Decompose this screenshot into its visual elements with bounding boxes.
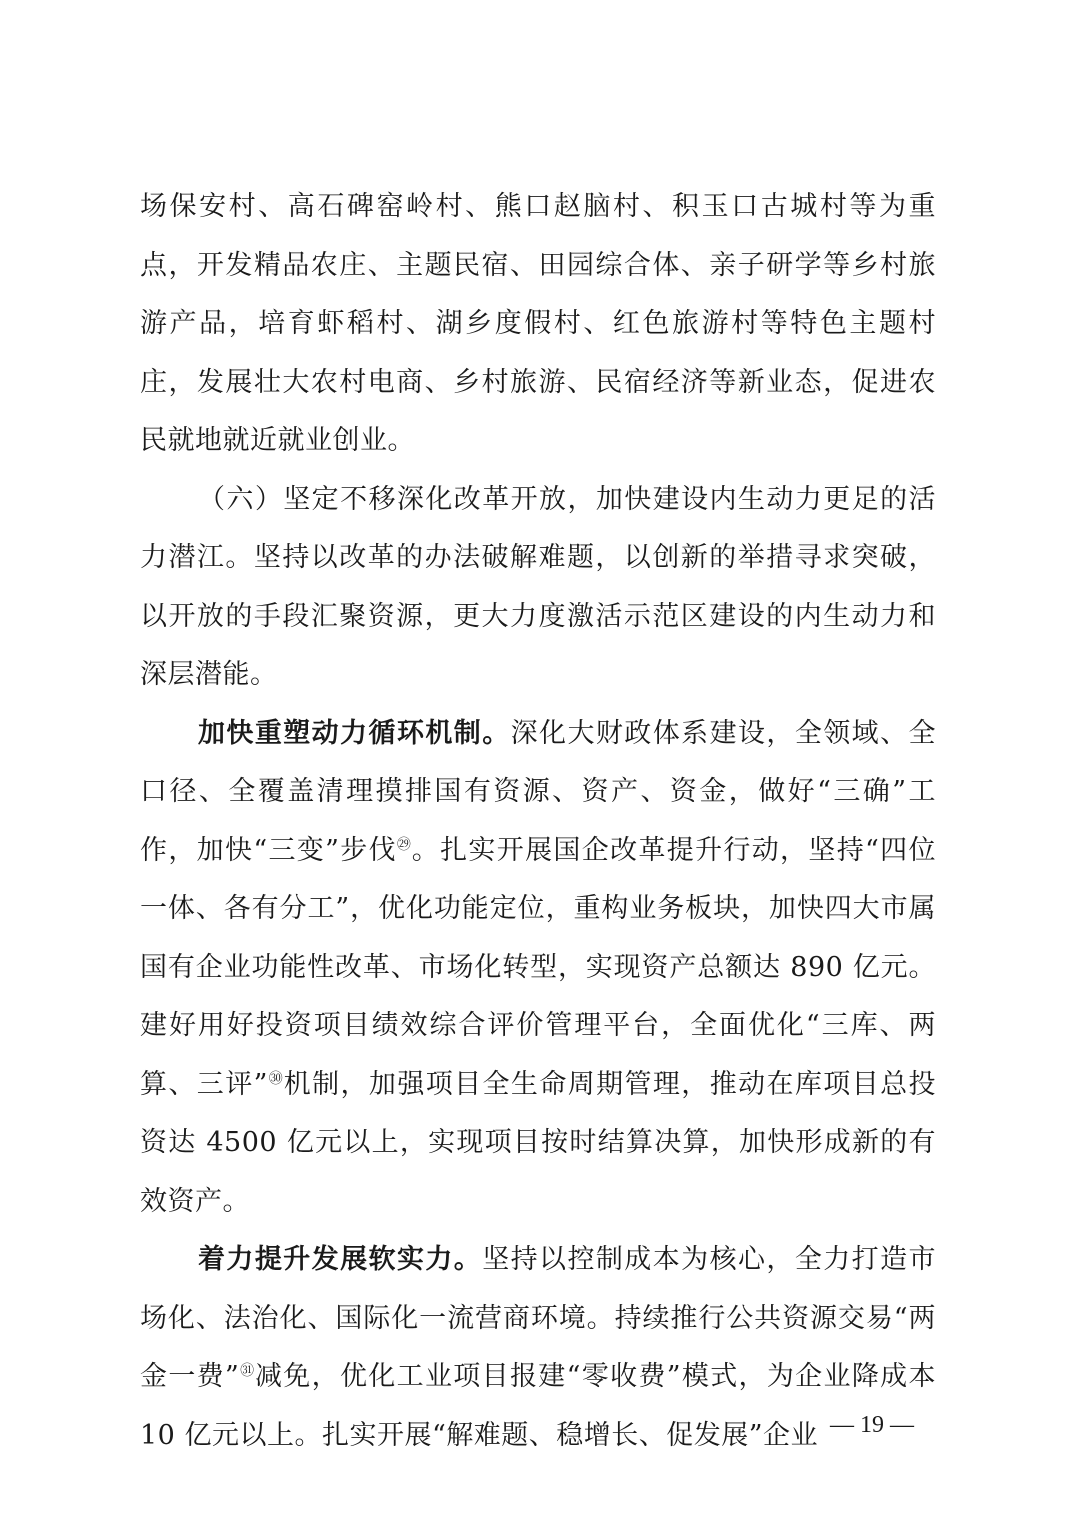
paragraph-lead-heading: 加快重塑动力循环机制。 xyxy=(198,717,511,749)
footnote-marker[interactable]: ㉙ xyxy=(396,836,412,853)
paragraph-text: （六）坚定不移深化改革开放，加快建设内生动力更足的活力潜江。坚持以改革的办法破解难题，以创新的举措寻求突破，以开放的手段汇聚资源，更大力度激活示范区建设的内生动力和深层潜能。 xyxy=(140,483,936,690)
paragraph-text: 深化大财政体系建设，全领域、全口径、全覆盖清理摸排国有资源、资产、资金，做好“三确”工作，加快“三变”步伐 xyxy=(140,717,937,866)
paragraph-p4 xyxy=(140,1231,936,1465)
paragraph-text: 机制，加强项目全生命周期管理，推动在库项目总投资达 4500 亿元以上，实现项目按时结算决算，加快形成新的有效资产。 xyxy=(140,1068,937,1217)
paragraph-text: 场保安村、高石碑窑岭村、熊口赵脑村、积玉口古城村等为重点，开发精品农庄、主题民宿、田园综合体、亲子研学等乡村旅游产品，培育虾稻村、湖乡度假村、红色旅游村等特色主题村庄，发展壮大农村电商、乡村旅游、民宿经济等新业态，促进农民就地就近就业创业。 xyxy=(140,191,936,456)
paragraph-text: 。扎实开展国企改革提升行动，坚持“四位一体、各有分工”，优化功能定位，重构业务板块，加快四大市属国有企业功能性改革、市场化转型，实现资产总额达 890 亿元。建好用好投资项目绩效综合评价管理平台，全面优化“三库、两算、三评” xyxy=(140,834,937,1100)
body-text xyxy=(140,178,936,1465)
paragraph-p2 xyxy=(140,471,936,705)
paragraph-p3 xyxy=(140,705,936,1232)
paragraph-text: 坚持以控制成本为核心，全力打造市场化、法治化、国际化一流营商环境。持续推行公共资源交易“两金一费” xyxy=(140,1244,937,1392)
paragraph-text: 减免，优化工业项目报建“零收费”模式，为企业降成本 10 亿元以上。扎实开展“解难题、稳增长、促发展”企业 xyxy=(140,1361,937,1451)
page-number: — 19 — xyxy=(830,1412,914,1438)
paragraph-lead-heading: 着力提升发展软实力。 xyxy=(198,1244,483,1275)
footnote-marker[interactable]: ㉛ xyxy=(239,1363,255,1379)
paragraph-p1 xyxy=(140,178,936,471)
footnote-marker[interactable]: ㉚ xyxy=(267,1070,284,1087)
